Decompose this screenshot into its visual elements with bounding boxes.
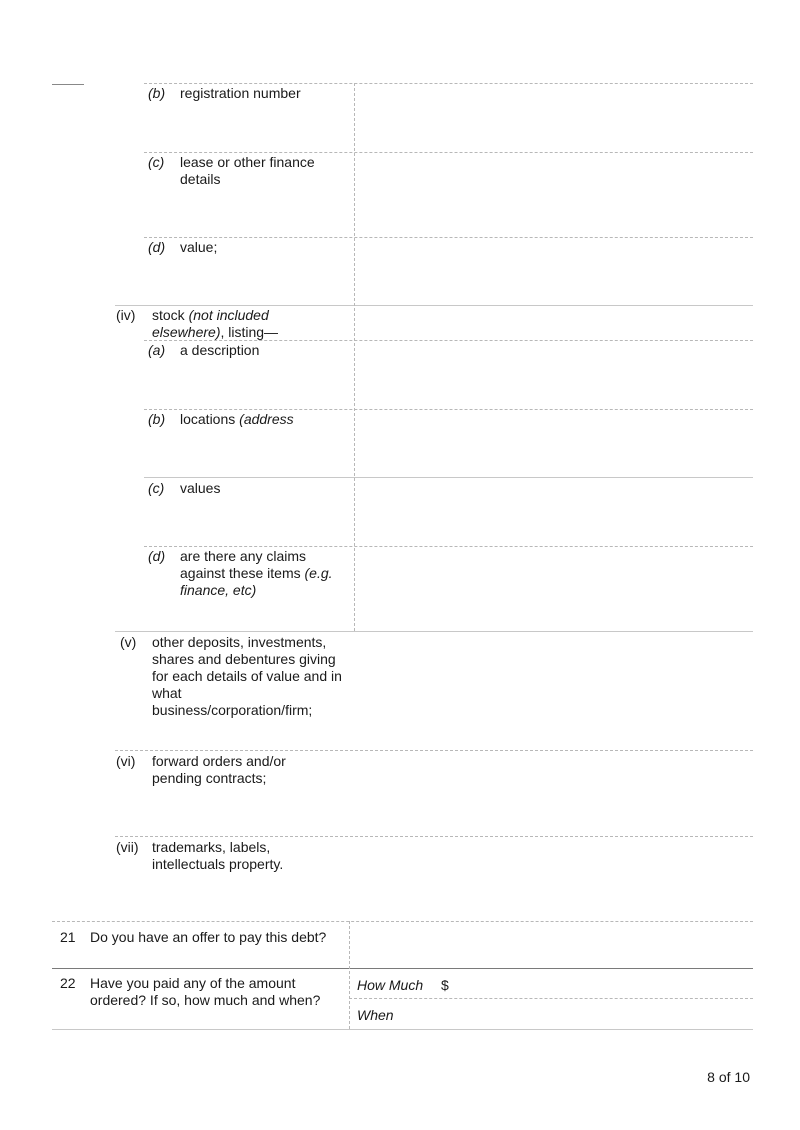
item-label [180,548,345,599]
row-divider [115,305,753,306]
item-label-tail: , listing— [220,324,279,340]
item-label: a description [180,342,260,358]
item-label: lease or other finance details [180,154,315,187]
offer-to-pay-field[interactable] [351,922,752,967]
stock-values-field[interactable] [356,478,752,545]
item-label [180,411,294,428]
item-numeral: (vii) [116,839,139,855]
item-numeral: (iv) [116,307,136,323]
row-divider [52,1029,753,1030]
item-letter: (c) [148,480,165,496]
margin-rule [52,84,84,85]
item-numeral: (v) [120,634,137,650]
when-field[interactable] [400,1000,752,1028]
page-number: 8 of 10 [707,1069,750,1085]
item-letter: (c) [148,154,165,170]
item-label: registration number [180,85,301,101]
how-much-field[interactable] [455,970,752,997]
currency-symbol: $ [441,977,449,993]
item-label-text: are there any claims against these items [180,548,307,581]
item-label: value; [180,239,218,255]
cell-divider [349,998,753,999]
question-text: Do you have an offer to pay this debt? [90,929,327,945]
question-text: Have you paid any of the amount ordered? If so, how much and when? [90,975,321,1008]
item-numeral: (vi) [116,753,136,769]
item-letter: (d) [148,239,166,255]
forward-orders-field[interactable] [356,751,752,835]
trademarks-field[interactable] [356,837,752,920]
item-label-italic: (address [239,411,294,427]
item-letter: (b) [148,411,166,427]
stock-description-field[interactable] [356,341,752,408]
stock-locations-field[interactable] [356,410,752,476]
question-number: 21 [60,929,76,945]
item-label-text: stock [152,307,185,323]
question-number: 22 [60,975,76,991]
stock-claims-field[interactable] [356,547,752,630]
item-letter: (a) [148,342,166,358]
item-letter: (d) [148,548,166,564]
item-label: trademarks, labels, intellectuals property. [152,839,284,872]
deposits-investments-field[interactable] [356,632,752,749]
item-label: forward orders and/or pending contracts; [152,753,286,786]
item-label: values [180,480,221,496]
column-divider [354,83,355,631]
item-letter: (b) [148,85,166,101]
when-label: When [357,1007,394,1023]
how-much-label: How Much [357,977,424,993]
column-divider [349,921,350,1029]
item-label [152,307,302,341]
row-divider [52,968,753,969]
item-label-text: locations [180,411,236,427]
item-label: other deposits, investments, shares and debentures giving for each details of value and in what business/corporation/firm; [152,634,342,718]
item-label-italic: (not included elsewhere) [152,307,269,340]
value-field[interactable] [356,238,752,304]
lease-finance-field[interactable] [356,153,752,236]
registration-number-field[interactable] [356,84,752,151]
item-label-italic: (e.g. finance, etc) [180,565,333,598]
